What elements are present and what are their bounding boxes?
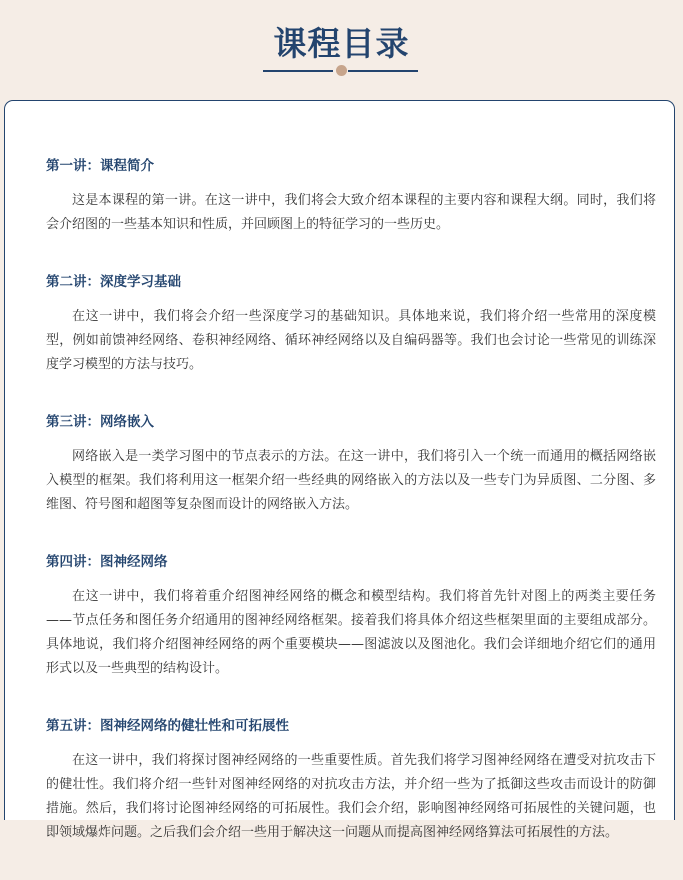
- lecture-section-2: [46, 272, 656, 377]
- lecture-title: 第三讲：网络嵌入: [46, 414, 154, 430]
- title-ornament-dot: [336, 65, 347, 76]
- lecture-title: 第四讲：图神经网络: [46, 554, 168, 570]
- lecture-description: 在这一讲中，我们将会介绍一些深度学习的基础知识。具体地来说，我们将介绍一些常用的深度模型，例如前馈神经网络、卷积神经网络、循环神经网络以及自编码器等。我们也会讨论一些常见的训练深度学习模型的方法与技巧。: [46, 309, 656, 372]
- lecture-section-1: [46, 156, 656, 237]
- lecture-description: 这是本课程的第一讲。在这一讲中，我们将会大致介绍本课程的主要内容和课程大纲。同时，我们将会介绍图的一些基本知识和性质，并回顾图上的特征学习的一些历史。: [46, 193, 656, 232]
- lecture-section-5: [46, 716, 656, 845]
- title-underline-right: [348, 70, 418, 72]
- course-outline: [46, 156, 656, 880]
- lecture-section-4: [46, 552, 656, 681]
- lecture-description: 在这一讲中，我们将探讨图神经网络的一些重要性质。首先我们将学习图神经网络在遭受对抗攻击下的健壮性。我们将介绍一些针对图神经网络的对抗攻击方法，并介绍一些为了抵御这些攻击而设计的防御措施。然后，我们将讨论图神经网络的可拓展性。我们会介绍，影响图神经网络可拓展性的关键问题，也即领域爆炸问题。之后我们会介绍一些用于解决这一问题从而提高图神经网络算法可拓展性的方法。: [46, 753, 656, 840]
- title-underline-left: [263, 70, 333, 72]
- lecture-title: 第五讲：图神经网络的健壮性和可拓展性: [46, 718, 289, 734]
- page-title: 课程目录: [273, 24, 410, 63]
- lecture-description: 在这一讲中，我们将着重介绍图神经网络的概念和模型结构。我们将首先针对图上的两类主要任务——节点任务和图任务介绍通用的图神经网络框架。接着我们将具体介绍这些框架里面的主要组成部分。具体地说，我们将介绍图神经网络的两个重要模块——图滤波以及图池化。我们会详细地介绍它们的通用形式以及一些典型的结构设计。: [46, 589, 656, 676]
- lecture-section-3: [46, 412, 656, 517]
- page-header: [0, 0, 683, 100]
- lecture-title: 第一讲：课程简介: [46, 158, 154, 174]
- lecture-title: 第二讲：深度学习基础: [46, 274, 181, 290]
- lecture-description: 网络嵌入是一类学习图中的节点表示的方法。在这一讲中，我们将引入一个统一而通用的概括网络嵌入模型的框架。我们将利用这一框架介绍一些经典的网络嵌入的方法以及一些专门为异质图、二分图、多维图、符号图和超图等复杂图而设计的网络嵌入方法。: [46, 449, 656, 512]
